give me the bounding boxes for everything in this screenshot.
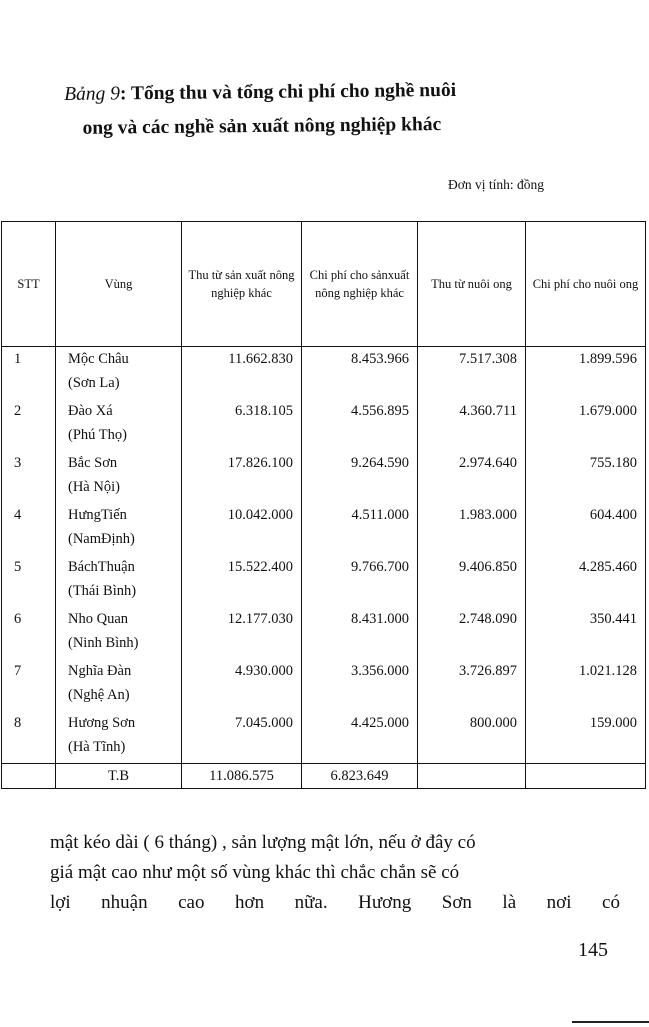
- table-caption: [64, 72, 605, 146]
- row-cost-bee: 350.441: [526, 607, 646, 659]
- row-cost-other: 4.511.000: [302, 503, 418, 555]
- average-label: T.B: [56, 764, 182, 789]
- row-cost-bee: 755.180: [526, 451, 646, 503]
- row-region: [56, 399, 182, 451]
- row-region: [56, 555, 182, 607]
- row-region: [56, 607, 182, 659]
- header-revenue-bee: Thu từ nuôi ong: [418, 222, 526, 347]
- row-revenue-bee: 3.726.897: [418, 659, 526, 711]
- table-row: [2, 399, 646, 451]
- table-row: [2, 711, 646, 764]
- region-name: Mộc Châu: [68, 351, 129, 367]
- average-cost-other: 6.823.649: [302, 764, 418, 789]
- region-name: Bắc Sơn: [68, 455, 118, 471]
- caption-line-1: Tổng thu và tổng chi phí cho nghề nuôi: [130, 79, 457, 105]
- row-revenue-other: 4.930.000: [182, 659, 302, 711]
- body-line-3: lợi nhuận cao hơn nữa. Hương Sơn là nơi có: [50, 892, 620, 913]
- table-row: [2, 555, 646, 607]
- row-revenue-other: 6.318.105: [182, 399, 302, 451]
- table-row: [2, 659, 646, 711]
- row-cost-other: 3.356.000: [302, 659, 418, 711]
- row-revenue-bee: 4.360.711: [418, 399, 526, 451]
- table-label-separator: :: [119, 83, 132, 105]
- average-revenue-other: 11.086.575: [182, 764, 302, 789]
- region-name: BáchThuận: [68, 559, 135, 575]
- income-cost-table: [1, 221, 646, 789]
- row-stt: 2: [2, 399, 56, 451]
- header-cost-bee: Chi phí cho nuôi ong: [526, 222, 646, 347]
- row-cost-other: 9.766.700: [302, 555, 418, 607]
- row-revenue-other: 17.826.100: [182, 451, 302, 503]
- region-province: (Thái Bình): [68, 583, 137, 599]
- row-stt: 6: [2, 607, 56, 659]
- row-revenue-other: 12.177.030: [182, 607, 302, 659]
- header-stt: STT: [2, 222, 56, 347]
- header-revenue-other: Thu từ sản xuất nông nghiệp khác: [182, 222, 302, 347]
- header-region: Vùng: [56, 222, 182, 347]
- row-region: [56, 451, 182, 503]
- row-revenue-other: 7.045.000: [182, 711, 302, 764]
- region-name: Đào Xá: [68, 403, 113, 419]
- body-line-1: mật kéo dài ( 6 tháng) , sản lượng mật lớn, nếu ở đây có: [50, 832, 476, 853]
- row-revenue-other: 15.522.400: [182, 555, 302, 607]
- table-row: [2, 607, 646, 659]
- row-cost-other: 8.453.966: [302, 347, 418, 400]
- average-cost-bee: [526, 764, 646, 789]
- row-cost-bee: 1.899.596: [526, 347, 646, 400]
- row-stt: 1: [2, 347, 56, 400]
- row-region: [56, 347, 182, 400]
- row-revenue-other: 10.042.000: [182, 503, 302, 555]
- row-revenue-bee: 2.974.640: [418, 451, 526, 503]
- table-row: [2, 451, 646, 503]
- row-cost-bee: 4.285.460: [526, 555, 646, 607]
- row-cost-bee: 1.021.128: [526, 659, 646, 711]
- row-region: [56, 503, 182, 555]
- region-province: (Phú Thọ): [68, 427, 127, 443]
- body-paragraph: [50, 828, 620, 918]
- table-header-row: [2, 222, 646, 347]
- region-name: Hương Sơn: [68, 715, 136, 731]
- row-revenue-bee: 2.748.090: [418, 607, 526, 659]
- body-line-2: giá mật cao như một số vùng khác thì chắc chắn sẽ có: [50, 862, 460, 883]
- region-name: Nghĩa Đàn: [68, 663, 132, 679]
- region-name: HưngTiến: [68, 507, 127, 523]
- region-name: Nho Quan: [68, 611, 129, 627]
- row-stt: 3: [2, 451, 56, 503]
- table-row: [2, 503, 646, 555]
- region-province: (Hà Tĩnh): [68, 739, 126, 755]
- average-stt-cell: [2, 764, 56, 789]
- footer-rule: [572, 1021, 649, 1023]
- region-province: (Hà Nội): [68, 479, 120, 495]
- row-cost-other: 4.425.000: [302, 711, 418, 764]
- row-stt: 4: [2, 503, 56, 555]
- page-number: 145: [578, 939, 608, 961]
- row-revenue-bee: 800.000: [418, 711, 526, 764]
- region-province: (NamĐịnh): [68, 531, 135, 547]
- row-region: [56, 659, 182, 711]
- row-cost-bee: 1.679.000: [526, 399, 646, 451]
- header-cost-other: Chi phí cho sảnxuất nông nghiệp khác: [302, 222, 418, 347]
- row-stt: 8: [2, 711, 56, 764]
- row-stt: 5: [2, 555, 56, 607]
- region-province: (Nghệ An): [68, 687, 130, 703]
- region-province: (Sơn La): [68, 375, 120, 391]
- row-revenue-bee: 7.517.308: [418, 347, 526, 400]
- row-cost-bee: 159.000: [526, 711, 646, 764]
- table-label: Bảng 9: [64, 83, 121, 105]
- unit-note: Đơn vị tính: đồng: [448, 177, 545, 192]
- row-stt: 7: [2, 659, 56, 711]
- caption-line-2: ong và các nghề sản xuất nông nghiệp khác: [82, 114, 442, 139]
- row-cost-other: 4.556.895: [302, 399, 418, 451]
- row-revenue-bee: 9.406.850: [418, 555, 526, 607]
- row-cost-bee: 604.400: [526, 503, 646, 555]
- row-cost-other: 8.431.000: [302, 607, 418, 659]
- row-cost-other: 9.264.590: [302, 451, 418, 503]
- row-revenue-other: 11.662.830: [182, 347, 302, 400]
- average-row: [2, 764, 646, 789]
- row-revenue-bee: 1.983.000: [418, 503, 526, 555]
- table-row: [2, 347, 646, 400]
- region-province: (Ninh Bình): [68, 635, 139, 651]
- row-region: [56, 711, 182, 764]
- average-revenue-bee: [418, 764, 526, 789]
